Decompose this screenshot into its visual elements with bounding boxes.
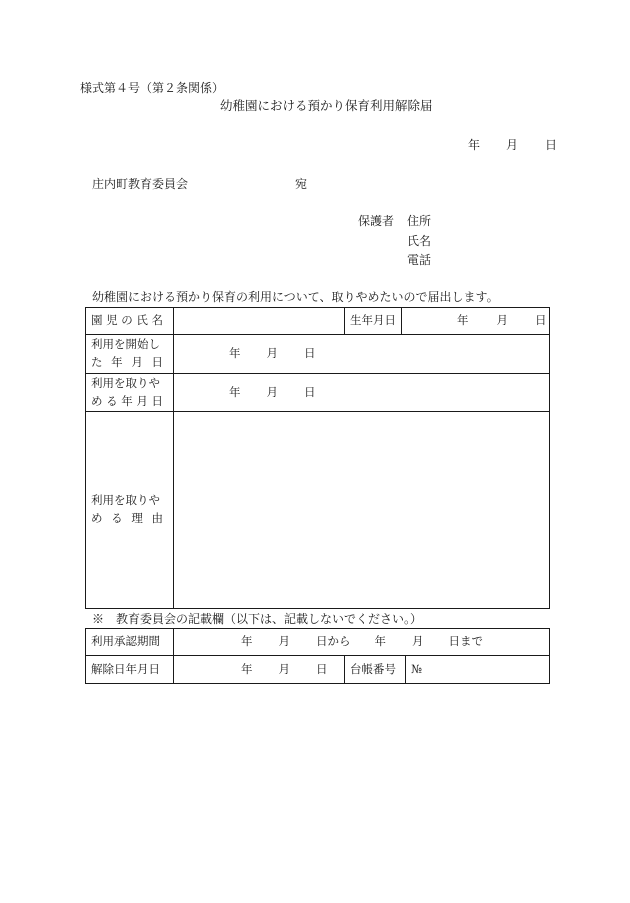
period-to-day: 日まで bbox=[448, 634, 483, 649]
statement: 幼稚園における預かり保育の利用について、取りやめたいので届出します。 bbox=[92, 290, 499, 304]
period-to-month: 月 bbox=[412, 634, 424, 649]
applicant-role: 保護者 bbox=[358, 214, 395, 228]
start-date-label: 利用を開始し た 年 月 日 bbox=[86, 335, 174, 374]
birthdate-label: 生年月日 bbox=[345, 308, 402, 335]
date-month: 月 bbox=[506, 138, 519, 152]
reason-label: 利用を取りや め る 理 由 bbox=[86, 412, 174, 609]
birthdate-year: 年 bbox=[457, 313, 469, 328]
stop-date-field[interactable] bbox=[174, 374, 550, 412]
birthdate-field[interactable] bbox=[402, 308, 550, 335]
office-note: ※ 教育委員会の記載欄（以下は、記載しないでください。） bbox=[92, 612, 423, 626]
office-use-table bbox=[85, 628, 550, 684]
document-title: 幼稚園における預かり保育利用解除届 bbox=[220, 98, 433, 113]
start-year: 年 bbox=[229, 346, 241, 361]
start-month: 月 bbox=[266, 346, 278, 361]
submission-date bbox=[468, 139, 557, 151]
stop-month: 月 bbox=[266, 384, 278, 399]
date-year: 年 bbox=[468, 138, 481, 152]
period-label: 利用承認期間 bbox=[86, 629, 174, 656]
cancel-day: 日 bbox=[316, 661, 328, 676]
stop-day: 日 bbox=[304, 384, 316, 399]
birthdate-day: 日 bbox=[535, 313, 547, 328]
main-form-table bbox=[85, 307, 550, 609]
cancel-date-field[interactable] bbox=[174, 656, 345, 684]
address-label: 住所 bbox=[407, 214, 432, 228]
stop-date-label: 利用を取りや め る 年 月 日 bbox=[86, 374, 174, 412]
period-to-year: 年 bbox=[374, 634, 386, 649]
addressee-name: 庄内町教育委員会 bbox=[92, 177, 189, 191]
birthdate-month: 月 bbox=[496, 313, 508, 328]
form-number: 様式第４号（第２条関係） bbox=[80, 81, 225, 95]
period-field[interactable] bbox=[174, 629, 550, 656]
start-day: 日 bbox=[304, 346, 316, 361]
cancel-year: 年 bbox=[241, 661, 253, 676]
reason-field[interactable] bbox=[174, 412, 550, 609]
start-date-field[interactable] bbox=[174, 335, 550, 374]
child-name-label: 園 児 の 氏 名 bbox=[86, 308, 174, 335]
ledger-label: 台帳番号 bbox=[345, 656, 406, 684]
period-from-month: 月 bbox=[278, 634, 290, 649]
date-day: 日 bbox=[545, 138, 558, 152]
period-from-year: 年 bbox=[241, 634, 253, 649]
name-label: 氏名 bbox=[407, 234, 432, 248]
cancel-date-label: 解除日年月日 bbox=[86, 656, 174, 684]
addressee bbox=[92, 178, 307, 190]
cancel-month: 月 bbox=[278, 661, 290, 676]
phone-label: 電話 bbox=[407, 253, 432, 267]
period-from-day: 日から bbox=[316, 634, 351, 649]
stop-year: 年 bbox=[229, 384, 241, 399]
ledger-number-field[interactable]: № bbox=[406, 656, 550, 684]
child-name-field[interactable] bbox=[174, 308, 345, 335]
addressee-honorific: 宛 bbox=[295, 177, 308, 191]
